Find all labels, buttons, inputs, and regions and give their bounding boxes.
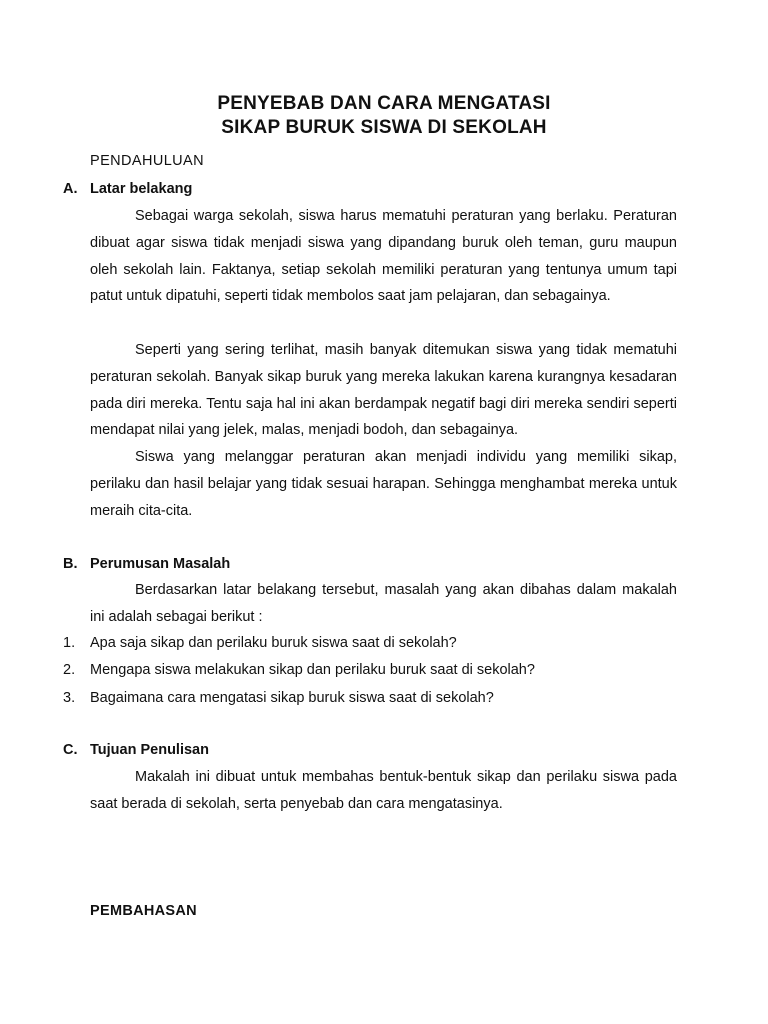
section-c-paragraph: Makalah ini dibuat untuk membahas bentuk-bentuk sikap dan perilaku siswa pada saat berada di sekolah, serta penyebab dan cara mengatasinya. bbox=[90, 769, 677, 812]
section-b-paragraph: Berdasarkan latar belakang tersebut, masalah yang akan dibahas dalam makalah ini adalah sebagai berikut : bbox=[90, 582, 677, 625]
list-item-number: 1. bbox=[63, 635, 76, 651]
section-a-paragraph-2: Seperti yang sering terlihat, masih banyak ditemukan siswa yang tidak mematuhi peraturan sekolah. Banyak sikap buruk yang mereka lakukan karena kurangnya kesadaran pada diri mereka. Tentu saja hal ini akan berdampak negatif bagi diri mereka sendiri seperti mendapat nilai yang jelek, malas, menjadi bodoh, dan sebagainya. bbox=[90, 342, 677, 439]
section-c-letter: C. bbox=[63, 742, 78, 758]
section-b-title: Perumusan Masalah bbox=[90, 556, 231, 572]
list-item bbox=[63, 635, 457, 651]
section-b-letter: B. bbox=[63, 556, 78, 572]
discussion-heading: PEMBAHASAN bbox=[90, 903, 197, 919]
section-a-paragraph-1: Sebagai warga sekolah, siswa harus mematuhi peraturan yang berlaku. Peraturan dibuat agar siswa tidak menjadi siswa yang dipandang buruk oleh teman, guru maupun oleh sekolah lain. Faktanya, setiap sekolah memiliki peraturan yang tentunya umum tapi patut untuk dipatuhi, seperti tidak membolos saat jam pelajaran, dan sebagainya. bbox=[90, 208, 677, 305]
intro-heading: PENDAHULUAN bbox=[90, 153, 204, 169]
document-title-line-2: SIKAP BURUK SISWA DI SEKOLAH bbox=[221, 117, 547, 138]
section-b-heading bbox=[63, 556, 230, 572]
list-item-number: 2. bbox=[63, 662, 76, 678]
section-a-paragraph-3: Siswa yang melanggar peraturan akan menjadi individu yang memiliki sikap, perilaku dan hasil belajar yang tidak sesuai harapan. Sehingga menghambat mereka untuk meraih cita-cita. bbox=[90, 449, 677, 519]
list-item-number: 3. bbox=[63, 690, 76, 706]
list-item-text: Mengapa siswa melakukan sikap dan perilaku buruk saat di sekolah? bbox=[90, 662, 535, 678]
list-item bbox=[63, 662, 535, 678]
section-a-title: Latar belakang bbox=[90, 181, 193, 197]
list-item-text: Bagaimana cara mengatasi sikap buruk siswa saat di sekolah? bbox=[90, 690, 494, 706]
list-item bbox=[63, 690, 494, 706]
section-a-letter: A. bbox=[63, 181, 78, 197]
list-item-text: Apa saja sikap dan perilaku buruk siswa saat di sekolah? bbox=[90, 635, 457, 651]
section-a-heading bbox=[63, 181, 192, 197]
section-c-title: Tujuan Penulisan bbox=[90, 742, 209, 758]
document-title-line-1: PENYEBAB DAN CARA MENGATASI bbox=[217, 93, 551, 114]
section-c-heading bbox=[63, 742, 209, 758]
